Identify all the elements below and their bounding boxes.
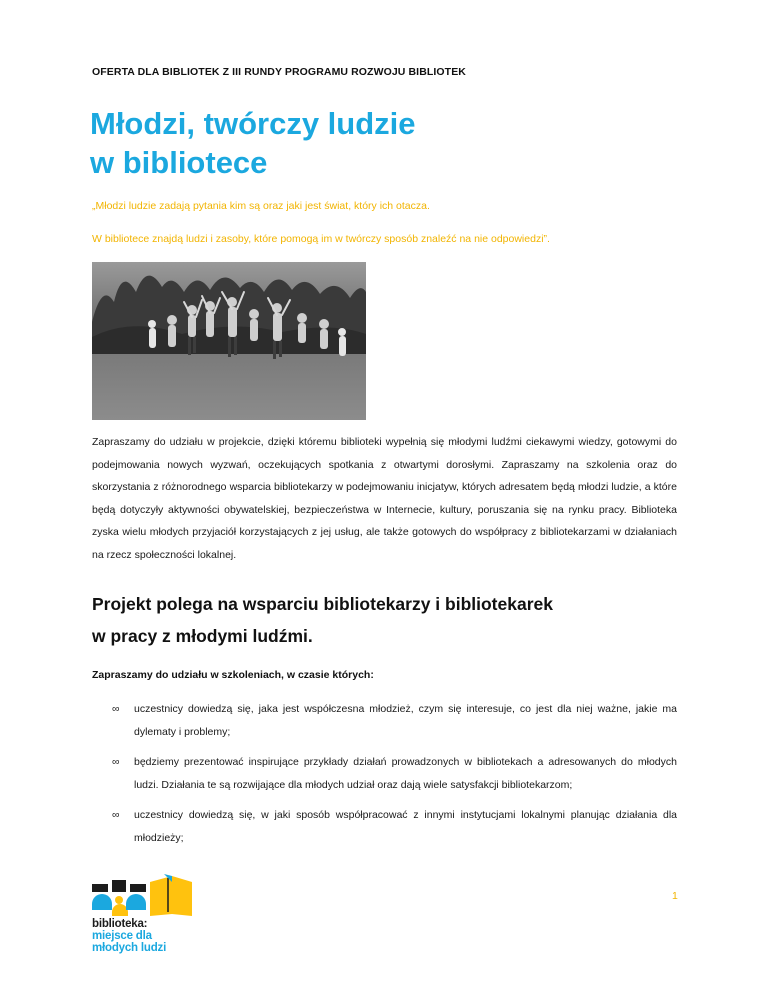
list-item (92, 698, 677, 743)
section-heading-line-1: Projekt polega na wsparciu bibliotekarzy i bibliotekarek (92, 594, 553, 614)
title-line-2: w bibliotece (90, 145, 268, 180)
quote-line-1: „Młodzi ludzie zadają pytania kim są oraz jaki jest świat, który ich otacza. (92, 200, 430, 212)
list-item (92, 751, 677, 796)
program-logo (92, 874, 200, 960)
training-bullet-list (92, 698, 677, 858)
quote-line-2: W bibliotece znajdą ludzi i zasoby, które pomogą im w twórczy sposób znaleźć na nie odpowiedzi”. (92, 233, 550, 245)
infinity-bullet-icon: ∞ (112, 703, 120, 715)
infinity-bullet-icon: ∞ (112, 809, 120, 822)
page-number: 1 (672, 890, 678, 902)
group-photo (92, 262, 366, 420)
list-item-text: uczestnicy dowiedzą się, w jaki sposób współpracować z innymi instytucjami lokalnymi planując działania dla młodzieży; (134, 809, 677, 844)
logo-line-2: miejsce dla (92, 930, 152, 942)
logo-line-1: biblioteka: (92, 918, 148, 930)
logo-wordmark (92, 918, 166, 954)
intro-paragraph: Zapraszamy do udziału w projekcie, dzięki któremu biblioteki wypełnią się młodymi ludźmi ciekawymi wiedzy, gotowymi do podejmowania nowych wyzwań, oczekujących spotkania z otwartymi dorosłymi. Zapraszamy na szkolenia oraz do skorzystania z różnorodnego wsparcia bibliotekarzy w podejmowaniu inicjatyw, których adresatem będą młodzi ludzie, a które będą dotyczyły aktywności obywatelskiej, bezpieczeństwa w Internecie, kultury, poruszania się na rynku pracy. Biblioteka zyska wielu młodych przyjaciół korzystających z jej usług, ale także gotowych do współpracy z bibliotekarzami w działaniach na rzecz społeczności lokalnej. (92, 436, 677, 561)
infinity-bullet-icon: ∞ (112, 756, 120, 769)
title-line-1: Młodzi, twórczy ludzie (90, 106, 416, 141)
list-item (92, 804, 677, 849)
logo-line-3: młodych ludzi (92, 942, 167, 954)
book-people-logo-icon (92, 874, 200, 918)
list-item-text: będziemy prezentować inspirujące przykłady działań prowadzonych w bibliotekach a adresowanych do młodych ludzi. Działania te są rozwijające dla młodych udział oraz dają wiele satysfakcji bibliotekarzom; (134, 756, 677, 791)
section-heading-line-2: w pracy z młodymi ludźmi. (92, 626, 313, 646)
section-heading (92, 588, 692, 652)
section-subheading: Zapraszamy do udziału w szkoleniach, w czasie których: (92, 669, 374, 681)
document-kicker: OFERTA DLA BIBLIOTEK Z III RUNDY PROGRAMU ROZWOJU BIBLIOTEK (92, 66, 466, 78)
page-title (90, 104, 650, 182)
list-item-text: uczestnicy dowiedzą się, jaka jest współczesna młodzież, czym się interesuje, co jest dla niej ważne, jakie ma dylematy i problemy; (134, 703, 677, 738)
